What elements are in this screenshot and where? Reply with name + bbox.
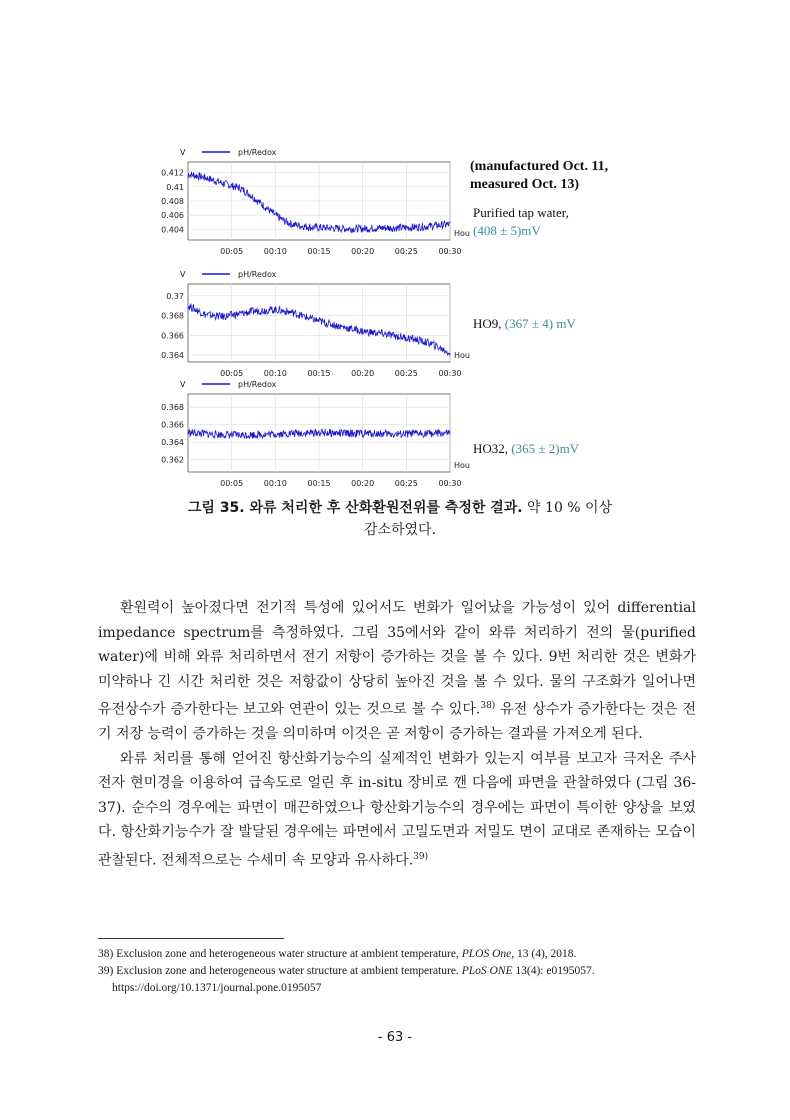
- p1-text-b: 유전 상수가 증가한다는 것은 전기 저장 능력이 증가하는 것을 의미하며 이것은 곧 저항이 증가하는 결과를 가져오게 된다.: [98, 701, 696, 743]
- x-tick-label: 00:20: [351, 479, 375, 488]
- footnote-38: [98, 946, 696, 962]
- y-unit-label: V: [180, 148, 186, 157]
- x-unit-label: Hou: [454, 229, 470, 238]
- header-line-1: (manufactured Oct. 11,: [470, 159, 609, 174]
- chart-ho32: [140, 372, 470, 492]
- panel2-prefix: HO9,: [473, 316, 505, 331]
- caption-rest: 약 10 % 이상: [522, 500, 613, 516]
- panel1-value: (408 ± 5)mV: [473, 223, 541, 238]
- y-tick-label: 0.404: [161, 225, 184, 235]
- fn38-journal: PLOS One: [461, 948, 512, 960]
- paragraph-2: [98, 747, 696, 873]
- figure-header-label: [470, 158, 608, 194]
- x-tick-label: 00:30: [438, 247, 462, 256]
- x-unit-label: Hou: [454, 351, 470, 360]
- caption-bold: 그림 35. 와류 처리한 후 산화환원전위를 측정한 결과.: [187, 500, 523, 516]
- body-text: [98, 596, 696, 873]
- panel2-value: (367 ± 4) mV: [504, 316, 576, 331]
- caption-line-1: [100, 497, 700, 519]
- x-tick-label: 00:05: [220, 247, 244, 256]
- fn38-text-b: , 13 (4), 2018.: [511, 948, 577, 960]
- y-tick-label: 0.412: [161, 168, 184, 178]
- x-tick-label: 00:10: [263, 247, 287, 256]
- x-tick-label: 00:15: [307, 479, 331, 488]
- p1-text-a: 환원력이 높아졌다면 전기적 특성에 있어서도 변화가 일어났을 가능성이 있어 differential impedance spectrum를 측정하였다. 그림 35에서와 같이 와류 처리하기 전의 물(purified water)에 비해 와류 처리하면서 전기 저항이 증가하는 것을 볼 수 있다. 9번 처리한 것은 변화가 미약하나 긴 시간 처리한 것은 저항값이 상당히 높아진 것을 볼 수 있다. 물의 구조화가 일어나면 유전상수가 증가한다는 보고와 연관이 있는 것으로 볼 수 있다.: [98, 600, 696, 718]
- y-tick-label: 0.368: [161, 403, 184, 413]
- legend-label: pH/Redox: [238, 148, 277, 157]
- x-tick-label: 00:10: [263, 369, 287, 378]
- footnote-39: [98, 963, 696, 979]
- chart-purified-water: [140, 140, 470, 260]
- figure-35: [140, 140, 640, 488]
- footnote-divider: [98, 938, 284, 939]
- x-tick-label: 00:25: [394, 247, 418, 256]
- x-tick-label: 00:15: [307, 369, 331, 378]
- y-tick-label: 0.364: [161, 351, 184, 361]
- footnote-39-url[interactable]: https://doi.org/10.1371/journal.pone.0195057: [112, 982, 322, 994]
- x-tick-label: 00:05: [220, 479, 244, 488]
- fn39-text-b: 13(4): e0195057.: [512, 965, 595, 977]
- fn39-text-a: 39) Exclusion zone and heterogeneous water structure at ambient temperature.: [98, 965, 462, 977]
- chart-svg-0: [140, 140, 470, 260]
- x-tick-label: 00:05: [220, 369, 244, 378]
- x-tick-label: 00:30: [438, 479, 462, 488]
- y-tick-label: 0.406: [161, 211, 184, 221]
- x-unit-label: Hou: [454, 461, 470, 470]
- y-tick-label: 0.408: [161, 197, 184, 206]
- page-number: - 63 -: [377, 1030, 413, 1045]
- fn38-text-a: 38) Exclusion zone and heterogeneous water structure at ambient temperature,: [98, 948, 462, 960]
- p2-text-a: 와류 처리를 통해 얻어진 항산화기능수의 실제적인 변화가 있는지 여부를 보고자 극저온 주사전자 현미경을 이용하여 급속도로 얼린 후 in-situ 장비로 깬 다음에 파면을 관찰하였다 (그림 36-37). 순수의 경우에는 파면이 매끈하였으나 항산화기능수의 경우에는 파면이 특이한 양상을 보였다. 항산화기능수가 잘 발달된 경우에는 파면에서 고밀도면과 저밀도 면이 교대로 존재하는 모습이 관찰된다. 전체적으로는 수세미 속 모양과 유사하다.: [98, 750, 696, 869]
- chart-svg-1: [140, 262, 470, 382]
- caption-line-2: 감소하였다.: [363, 522, 437, 538]
- y-tick-label: 0.366: [161, 331, 184, 341]
- panel2-label: [473, 315, 576, 333]
- figure-caption: [100, 497, 700, 541]
- y-tick-label: 0.364: [161, 438, 184, 448]
- paragraph-1: [98, 596, 696, 747]
- y-tick-label: 0.362: [161, 455, 184, 465]
- y-tick-label: 0.41: [166, 182, 184, 192]
- y-unit-label: V: [180, 380, 186, 389]
- y-tick-label: 0.366: [161, 420, 184, 430]
- chart-svg-2: [140, 372, 470, 492]
- y-tick-label: 0.368: [161, 311, 184, 321]
- footnote-ref-38[interactable]: 38): [480, 701, 496, 711]
- header-line-2: measured Oct. 13): [470, 177, 579, 192]
- panel3-value: (365 ± 2)mV: [511, 441, 580, 456]
- panel3-label: [473, 440, 579, 458]
- footnotes: [98, 946, 696, 997]
- x-tick-label: 00:20: [351, 369, 375, 378]
- chart-ho9: [140, 262, 470, 382]
- fn39-journal: PLoS ONE: [461, 965, 513, 977]
- panel3-prefix: HO32,: [473, 441, 512, 456]
- panel1-line1: Purified tap water,: [473, 205, 569, 220]
- y-tick-label: 0.37: [166, 291, 184, 301]
- x-tick-label: 00:20: [351, 247, 375, 256]
- footnote-ref-39[interactable]: 39): [413, 851, 429, 862]
- legend-label: pH/Redox: [238, 270, 277, 279]
- x-tick-label: 00:10: [263, 479, 287, 488]
- x-tick-label: 00:15: [307, 247, 331, 256]
- x-tick-label: 00:30: [438, 369, 462, 378]
- x-tick-label: 00:25: [394, 479, 418, 488]
- x-tick-label: 00:25: [394, 369, 418, 378]
- legend-label: pH/Redox: [238, 380, 277, 389]
- panel1-label: [473, 204, 569, 240]
- y-unit-label: V: [180, 270, 186, 279]
